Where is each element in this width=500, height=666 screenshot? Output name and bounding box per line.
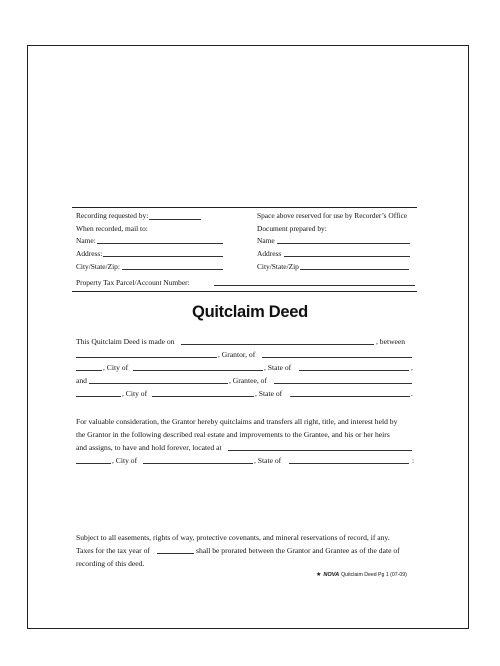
grantee-of-text: , Grantee, of xyxy=(229,376,267,385)
preparer-address-label: Address xyxy=(257,249,282,258)
grantee-state-field[interactable] xyxy=(290,396,410,397)
grantee-state-of-text: , State of xyxy=(255,389,283,398)
grantee-address-field[interactable] xyxy=(76,396,121,397)
recorder-space-note: Space above reserved for use by Recorder’s Office xyxy=(257,211,408,220)
when-recorded-label: When recorded, mail to: xyxy=(76,224,148,233)
brand-logo: NOVA xyxy=(323,571,340,578)
consideration-line-1: For valuable consideration, the Grantor hereby quitclaims and transfers all right, title, and interest held by xyxy=(76,417,398,426)
grantor-address-field[interactable] xyxy=(76,370,102,371)
consideration-line-2: the Grantor in the following described real estate and improvements to the Grantee, and his or her heirs xyxy=(76,430,390,439)
grantee-city-of-text: , City of xyxy=(122,389,148,398)
property-location-field[interactable] xyxy=(228,450,412,451)
page-title: Quitclaim Deed xyxy=(192,303,308,321)
mail-to-city-field[interactable] xyxy=(122,269,223,270)
taxes-text-b: shall be prorated between the Grantor and Grantee as of the date of xyxy=(196,546,400,555)
grantee-city-field[interactable] xyxy=(152,396,254,397)
page-footer xyxy=(316,571,407,578)
grantor-state-field[interactable] xyxy=(299,370,409,371)
property-city-of-text: , City of xyxy=(112,456,138,465)
consideration-line-3: and assigns, to have and hold forever, located at xyxy=(76,443,222,452)
parcel-number-field[interactable] xyxy=(214,285,415,286)
preparer-name-label: Name xyxy=(257,236,275,245)
grantor-state-of-text: , State of xyxy=(264,363,292,372)
preparer-city-label: City/State/Zip xyxy=(257,262,299,271)
period-text: . xyxy=(411,389,413,398)
grantor-of-text: , Grantor, of xyxy=(218,350,256,359)
tax-year-field[interactable] xyxy=(157,553,194,554)
mail-to-address-field[interactable] xyxy=(103,256,223,257)
parcel-number-label: Property Tax Parcel/Account Number: xyxy=(76,278,190,287)
grantor-county-field[interactable] xyxy=(262,357,412,358)
and-text: and xyxy=(76,376,87,385)
recording-requested-label: Recording requested by: xyxy=(76,211,149,220)
preparer-city-field[interactable] xyxy=(300,269,409,270)
recording-requested-field[interactable] xyxy=(149,219,201,220)
property-state-of-text: , State of xyxy=(254,456,282,465)
property-state-field[interactable] xyxy=(289,463,409,464)
header-top-rule xyxy=(72,207,417,208)
mail-to-name-label: Name: xyxy=(76,236,96,245)
star-icon: ★ xyxy=(316,572,322,578)
subject-line-3: recording of this deed. xyxy=(76,559,145,568)
grantee-name-field[interactable] xyxy=(89,383,228,384)
footer-page-label: Quitclaim Deed Pg 1 (07-09) xyxy=(341,571,407,578)
made-on-text: This Quitclaim Deed is made on xyxy=(76,337,175,346)
mail-to-address-label: Address: xyxy=(76,249,103,258)
mail-to-city-label: City/State/Zip: xyxy=(76,262,120,271)
header-bottom-rule xyxy=(72,291,417,292)
grantor-city-field[interactable] xyxy=(133,370,263,371)
taxes-text-a: Taxes for the tax year of xyxy=(76,546,150,555)
between-text: , between xyxy=(376,337,406,346)
comma-text: , xyxy=(411,363,413,372)
property-address-field[interactable] xyxy=(76,463,111,464)
preparer-name-field[interactable] xyxy=(277,243,410,244)
property-city-field[interactable] xyxy=(143,463,253,464)
deed-date-field[interactable] xyxy=(181,344,374,345)
colon-text: : xyxy=(412,456,415,465)
mail-to-name-field[interactable] xyxy=(97,243,223,244)
document-prepared-label: Document prepared by: xyxy=(257,224,327,233)
grantor-name-field[interactable] xyxy=(76,357,217,358)
grantor-city-of-text: , City of xyxy=(103,363,129,372)
preparer-address-field[interactable] xyxy=(284,256,410,257)
subject-line-1: Subject to all easements, rights of way, protective covenants, and mineral reservations of record, if any. xyxy=(76,533,390,542)
grantee-county-field[interactable] xyxy=(274,383,412,384)
